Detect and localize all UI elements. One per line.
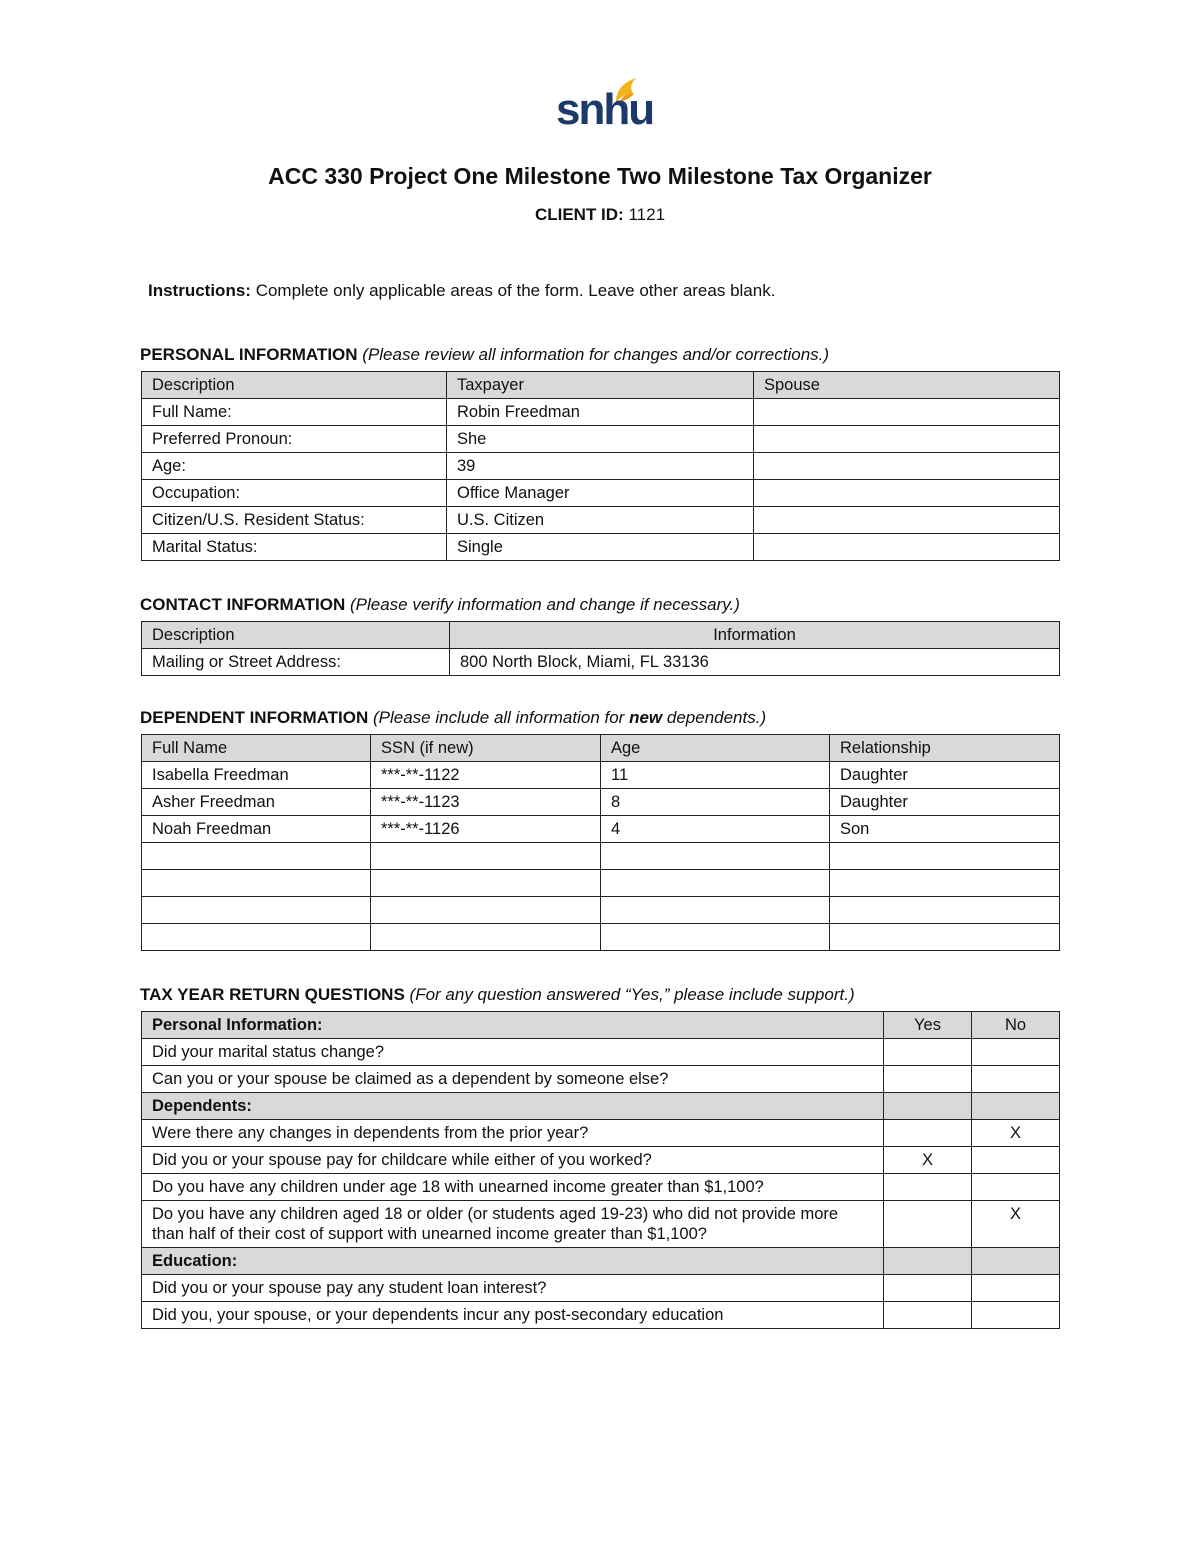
table-row xyxy=(142,843,1060,870)
table-row xyxy=(142,924,1060,951)
question-row xyxy=(142,1147,1060,1174)
table-row xyxy=(142,816,1060,843)
no-header: No xyxy=(972,1012,1060,1039)
column-header: Description xyxy=(142,372,447,399)
instructions-label: Instructions: xyxy=(148,281,251,300)
dependent-ssn[interactable] xyxy=(371,843,601,870)
dependent-name[interactable] xyxy=(142,870,371,897)
dependent-age[interactable] xyxy=(601,870,830,897)
empty-cell xyxy=(972,1093,1060,1120)
table-header-row xyxy=(142,735,1060,762)
table-row xyxy=(142,534,1060,561)
dependent-age[interactable] xyxy=(601,897,830,924)
question-text: Do you have any children aged 18 or older (or students aged 19-23) who did not provide more than half of their cost of support with unearned income greater than $1,100? xyxy=(142,1201,884,1248)
document-title: ACC 330 Project One Milestone Two Milestone Tax Organizer xyxy=(268,163,932,189)
table-row xyxy=(142,762,1060,789)
questions-note: (For any question answered “Yes,” please include support.) xyxy=(409,985,855,1004)
question-text: Did you or your spouse pay any student loan interest? xyxy=(142,1275,884,1302)
section-title: Dependents: xyxy=(142,1093,884,1120)
column-header: Relationship xyxy=(830,735,1060,762)
question-text: Were there any changes in dependents from the prior year? xyxy=(142,1120,884,1147)
client-id-value: 1121 xyxy=(628,205,666,224)
section-header-row xyxy=(142,1093,1060,1120)
table-row xyxy=(142,897,1060,924)
tax-questions-table xyxy=(141,1011,1060,1329)
instructions-text: Complete only applicable areas of the form. Leave other areas blank. xyxy=(255,281,776,300)
table-row xyxy=(142,507,1060,534)
question-row xyxy=(142,1120,1060,1147)
yes-cell[interactable] xyxy=(884,1201,972,1248)
question-row xyxy=(142,1302,1060,1329)
personal-heading: PERSONAL INFORMATION xyxy=(140,345,358,364)
no-cell[interactable] xyxy=(972,1174,1060,1201)
contact-section-heading xyxy=(140,594,740,616)
question-row xyxy=(142,1201,1060,1248)
client-id-label: CLIENT ID: xyxy=(534,205,624,224)
instructions xyxy=(148,279,775,303)
questions-section-heading xyxy=(140,984,855,1006)
logo-wordmark: snhu xyxy=(556,85,654,134)
table-header-row xyxy=(142,622,1060,649)
yes-cell[interactable] xyxy=(884,1275,972,1302)
contact-info-table xyxy=(141,621,1060,676)
taxpayer-cell[interactable]: Single xyxy=(447,534,754,561)
contact-heading: CONTACT INFORMATION xyxy=(140,595,346,614)
column-header: SSN (if new) xyxy=(371,735,601,762)
dependent-name[interactable]: Asher Freedman xyxy=(142,789,371,816)
row-label: Preferred Pronoun: xyxy=(142,426,447,453)
dependent-ssn[interactable] xyxy=(371,870,601,897)
question-row xyxy=(142,1066,1060,1093)
row-label: Age: xyxy=(142,453,447,480)
dependent-info-table xyxy=(141,734,1060,951)
dependent-note-bold: new xyxy=(629,708,663,727)
yes-cell[interactable] xyxy=(884,1174,972,1201)
contact-note: (Please verify information and change if necessary.) xyxy=(349,595,740,614)
dependent-relationship[interactable]: Son xyxy=(830,816,1060,843)
column-header: Description xyxy=(142,622,450,649)
dependent-name[interactable]: Isabella Freedman xyxy=(142,762,371,789)
table-row xyxy=(142,426,1060,453)
no-cell[interactable] xyxy=(972,1039,1060,1066)
taxpayer-cell[interactable]: Robin Freedman xyxy=(447,399,754,426)
table-row xyxy=(142,480,1060,507)
no-cell[interactable] xyxy=(972,1147,1060,1174)
dependent-relationship[interactable] xyxy=(830,843,1060,870)
personal-note: (Please review all information for changes and/or corrections.) xyxy=(362,345,830,364)
yes-cell[interactable] xyxy=(884,1302,972,1329)
dependent-name[interactable] xyxy=(142,897,371,924)
personal-info-table xyxy=(141,371,1060,561)
dependent-note-pre: (Please include all information for xyxy=(372,708,625,727)
empty-cell xyxy=(884,1093,972,1120)
taxpayer-cell[interactable]: U.S. Citizen xyxy=(447,507,754,534)
question-text: Can you or your spouse be claimed as a dependent by someone else? xyxy=(142,1066,884,1093)
yes-cell[interactable]: X xyxy=(884,1147,972,1174)
no-cell[interactable] xyxy=(972,1066,1060,1093)
dependent-name[interactable] xyxy=(142,843,371,870)
column-header: Taxpayer xyxy=(447,372,754,399)
personal-section-heading xyxy=(140,344,829,366)
spouse-cell[interactable] xyxy=(754,399,1060,426)
taxpayer-cell[interactable]: 39 xyxy=(447,453,754,480)
spouse-cell[interactable] xyxy=(754,480,1060,507)
no-cell[interactable] xyxy=(972,1302,1060,1329)
questions-heading: TAX YEAR RETURN QUESTIONS xyxy=(140,985,405,1004)
question-row xyxy=(142,1039,1060,1066)
spouse-cell[interactable] xyxy=(754,507,1060,534)
dependent-ssn[interactable] xyxy=(371,897,601,924)
spouse-cell[interactable] xyxy=(754,453,1060,480)
taxpayer-cell[interactable]: She xyxy=(447,426,754,453)
dependent-relationship[interactable]: Daughter xyxy=(830,789,1060,816)
table-row xyxy=(142,870,1060,897)
dependent-age[interactable] xyxy=(601,843,830,870)
section-header-row xyxy=(142,1248,1060,1275)
dependent-ssn[interactable]: ***-**-1123 xyxy=(371,789,601,816)
table-header-row xyxy=(142,372,1060,399)
address-cell[interactable]: 800 North Block, Miami, FL 33136 xyxy=(450,649,1060,676)
row-label: Full Name: xyxy=(142,399,447,426)
spouse-cell[interactable] xyxy=(754,534,1060,561)
question-text: Did you or your spouse pay for childcare while either of you worked? xyxy=(142,1147,884,1174)
snhu-logo xyxy=(550,72,654,134)
no-cell[interactable] xyxy=(972,1275,1060,1302)
dependent-age[interactable]: 4 xyxy=(601,816,830,843)
dependent-relationship[interactable]: Daughter xyxy=(830,762,1060,789)
empty-cell xyxy=(884,1248,972,1275)
yes-cell[interactable] xyxy=(884,1039,972,1066)
dependent-age[interactable]: 8 xyxy=(601,789,830,816)
row-label: Occupation: xyxy=(142,480,447,507)
question-row xyxy=(142,1174,1060,1201)
dependent-ssn[interactable]: ***-**-1126 xyxy=(371,816,601,843)
column-header: Full Name xyxy=(142,735,371,762)
dependent-heading: DEPENDENT INFORMATION xyxy=(140,708,369,727)
client-id xyxy=(0,203,1200,227)
dependent-name[interactable] xyxy=(142,924,371,951)
row-label: Mailing or Street Address: xyxy=(142,649,450,676)
column-header: Age xyxy=(601,735,830,762)
dependent-age[interactable]: 11 xyxy=(601,762,830,789)
question-row xyxy=(142,1275,1060,1302)
question-text: Do you have any children under age 18 with unearned income greater than $1,100? xyxy=(142,1174,884,1201)
taxpayer-cell[interactable]: Office Manager xyxy=(447,480,754,507)
question-text: Did you, your spouse, or your dependents incur any post-secondary education xyxy=(142,1302,884,1329)
column-header: Spouse xyxy=(754,372,1060,399)
yes-header: Yes xyxy=(884,1012,972,1039)
dependent-name[interactable]: Noah Freedman xyxy=(142,816,371,843)
dependent-relationship[interactable] xyxy=(830,924,1060,951)
dependent-ssn[interactable]: ***-**-1122 xyxy=(371,762,601,789)
spouse-cell[interactable] xyxy=(754,426,1060,453)
section-title: Personal Information: xyxy=(142,1012,884,1039)
yes-cell[interactable] xyxy=(884,1066,972,1093)
table-row xyxy=(142,453,1060,480)
no-cell[interactable]: X xyxy=(972,1201,1060,1248)
dependent-note-post: dependents.) xyxy=(666,708,767,727)
section-title: Education: xyxy=(142,1248,884,1275)
column-header: Information xyxy=(450,622,1060,649)
row-label: Marital Status: xyxy=(142,534,447,561)
dependent-ssn[interactable] xyxy=(371,924,601,951)
dependent-relationship[interactable] xyxy=(830,870,1060,897)
row-label: Citizen/U.S. Resident Status: xyxy=(142,507,447,534)
yes-cell[interactable] xyxy=(884,1120,972,1147)
empty-cell xyxy=(972,1248,1060,1275)
dependent-section-heading xyxy=(140,707,766,729)
dependent-age[interactable] xyxy=(601,924,830,951)
dependent-relationship[interactable] xyxy=(830,897,1060,924)
table-row xyxy=(142,649,1060,676)
table-row xyxy=(142,789,1060,816)
section-header-row xyxy=(142,1012,1060,1039)
table-row xyxy=(142,399,1060,426)
no-cell[interactable]: X xyxy=(972,1120,1060,1147)
question-text: Did your marital status change? xyxy=(142,1039,884,1066)
